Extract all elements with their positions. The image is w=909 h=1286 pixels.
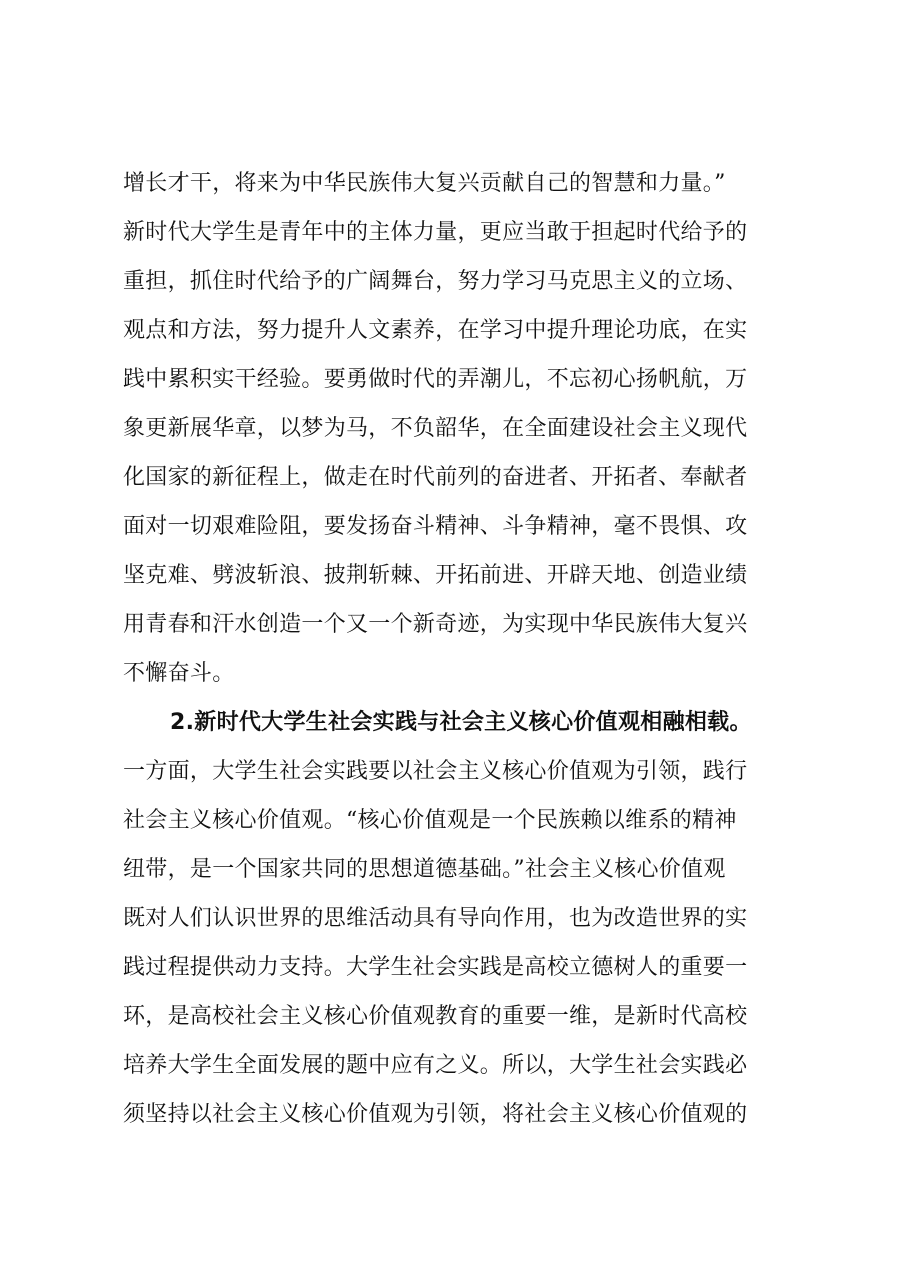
text-line: 增长才干，将来为中华民族伟大复兴贡献自己的智慧和力量。” <box>123 171 726 196</box>
text-line: 环，是高校社会主义核心价值观教育的重要一维，是新时代高校 <box>123 1004 748 1029</box>
text-line: 重担，抓住时代给予的广阔舞台，努力学习马克思主义的立场、 <box>123 269 748 294</box>
text-line: 象更新展华章，以梦为马，不负韶华，在全面建设社会主义现代 <box>123 416 748 441</box>
text-line: 观点和方法，努力提升人文素养，在学习中提升理论功底，在实 <box>123 318 748 343</box>
document-body <box>123 159 803 1139</box>
text-line: 社会主义核心价值观。“核心价值观是一个民族赖以维系的精神 <box>123 808 737 833</box>
text-line: 既对人们认识世界的思维活动具有导向作用，也为改造世界的实 <box>123 906 748 931</box>
text-line: 纽带，是一个国家共同的思想道德基础。”社会主义核心价值观 <box>123 857 726 882</box>
text-line: 培养大学生全面发展的题中应有之义。所以，大学生社会实践必 <box>123 1053 748 1078</box>
text-line: 化国家的新征程上，做走在时代前列的奋进者、开拓者、奉献者 <box>123 465 748 490</box>
text-line: 用青春和汗水创造一个又一个新奇迹，为实现中华民族伟大复兴 <box>123 612 748 637</box>
section-heading: 2.新时代大学生社会实践与社会主义核心价值观相融相载。 <box>170 710 752 735</box>
text-line: 不懈奋斗。 <box>123 661 235 686</box>
text-line: 践过程提供动力支持。大学生社会实践是高校立德树人的重要一 <box>123 955 748 980</box>
text-line: 一方面，大学生社会实践要以社会主义核心价值观为引领，践行 <box>123 759 748 784</box>
text-line: 坚克难、劈波斩浪、披荆斩棘、开拓前进、开辟天地、创造业绩 <box>123 563 748 588</box>
text-line: 新时代大学生是青年中的主体力量，更应当敢于担起时代给予的 <box>123 220 748 245</box>
text-line: 面对一切艰难险阻，要发扬奋斗精神、斗争精神，毫不畏惧、攻 <box>123 514 748 539</box>
text-line: 须坚持以社会主义核心价值观为引领，将社会主义核心价值观的 <box>123 1102 748 1127</box>
text-line: 践中累积实干经验。要勇做时代的弄潮儿，不忘初心扬帆航，万 <box>123 367 748 392</box>
